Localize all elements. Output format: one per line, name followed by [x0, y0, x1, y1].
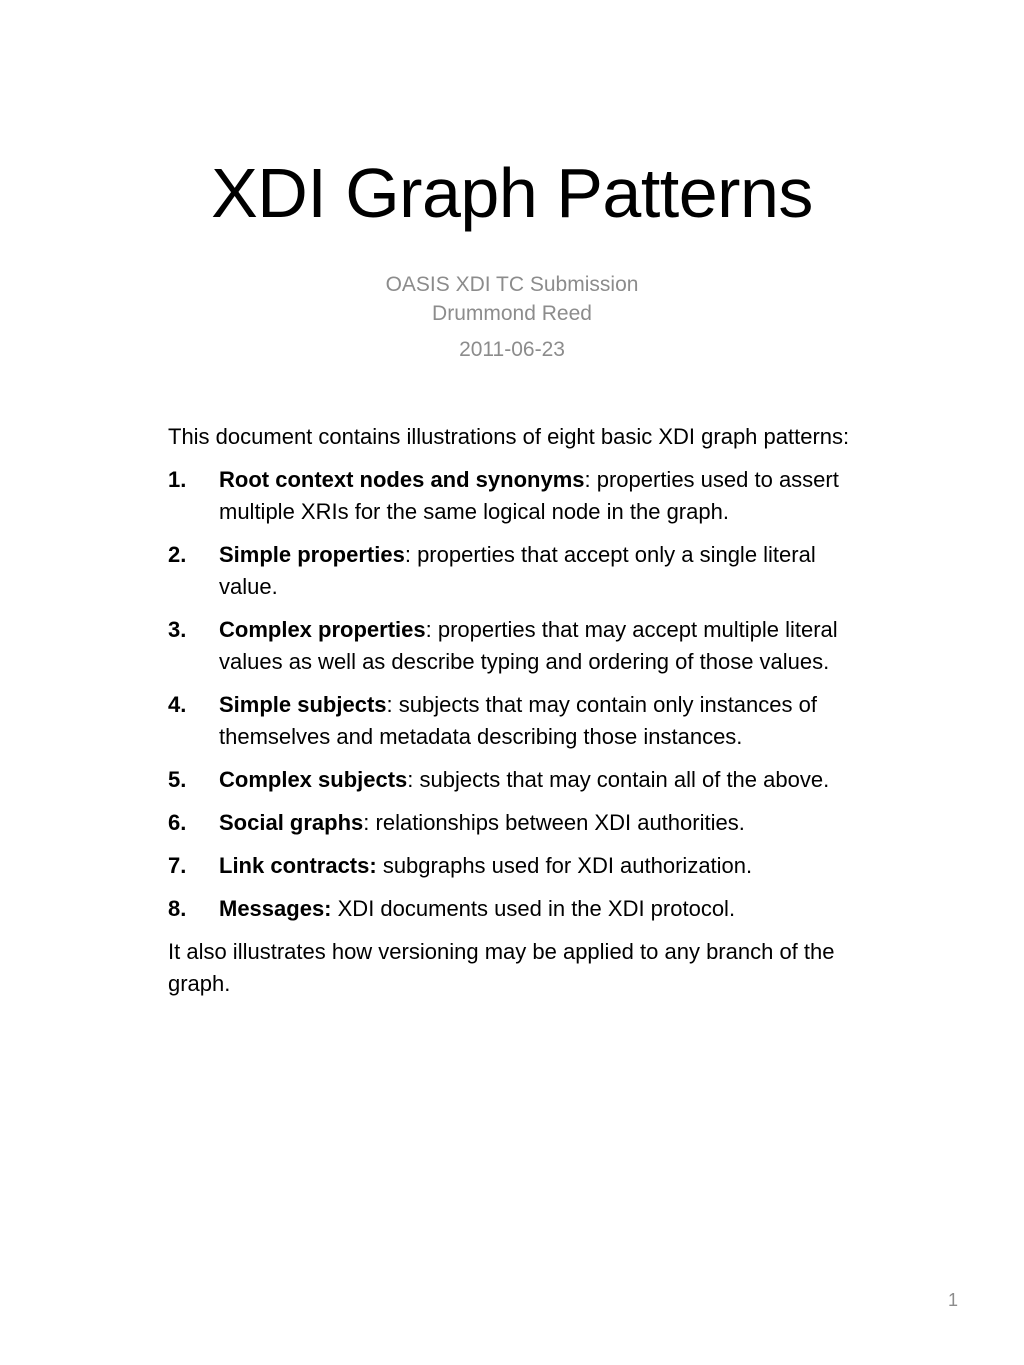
- list-item: [168, 893, 858, 925]
- list-number: 6.: [168, 810, 187, 835]
- document-date: 2011-06-23: [459, 338, 565, 361]
- subtitle-block: [0, 270, 1024, 364]
- list-item-text: [219, 764, 858, 796]
- list-number: 1.: [168, 467, 187, 492]
- list-item: [168, 807, 858, 839]
- list-description: : properties used to assert multiple XRIs for the same logical node in the graph.: [219, 467, 839, 524]
- page-title: XDI Graph Patterns: [211, 154, 813, 232]
- list-item: [168, 689, 858, 753]
- list-description: subgraphs used for XDI authorization.: [376, 853, 753, 878]
- list-item: [168, 539, 858, 603]
- author-name: Drummond Reed: [432, 302, 592, 325]
- list-description: : subjects that may contain only instances of themselves and metadata describing those instances.: [219, 692, 817, 749]
- list-description: XDI documents used in the XDI protocol.: [331, 896, 736, 921]
- list-term: Simple properties: [219, 542, 405, 567]
- list-item-text: [219, 464, 858, 528]
- list-term: Social graphs: [219, 810, 364, 835]
- list-item-text: [219, 807, 858, 839]
- list-item: [168, 850, 858, 882]
- list-number: 3.: [168, 617, 187, 642]
- list-description: : properties that may accept multiple literal values as well as describe typing and ordering of those values.: [219, 617, 838, 674]
- list-item-text: [219, 539, 858, 603]
- list-number: 8.: [168, 896, 187, 921]
- intro-paragraph: This document contains illustrations of eight basic XDI graph patterns:: [168, 424, 850, 449]
- closing-paragraph: It also illustrates how versioning may be applied to any branch of the graph.: [168, 939, 835, 996]
- list-item-text: [219, 689, 858, 753]
- list-number: 4.: [168, 692, 187, 717]
- list-description: : relationships between XDI authorities.: [363, 810, 745, 835]
- list-item: [168, 464, 858, 528]
- list-term: Simple subjects: [219, 692, 387, 717]
- list-number: 5.: [168, 767, 187, 792]
- list-item-text: [219, 893, 858, 925]
- list-term: Root context nodes and synonyms: [219, 467, 585, 492]
- list-item: [168, 764, 858, 796]
- submission-label: OASIS XDI TC Submission: [385, 273, 639, 296]
- pattern-list: [168, 464, 858, 925]
- list-number: 2.: [168, 542, 187, 567]
- list-term: Complex properties: [219, 617, 426, 642]
- list-item-text: [219, 614, 858, 678]
- list-term: Messages:: [219, 896, 332, 921]
- list-number: 7.: [168, 853, 187, 878]
- list-item: [168, 614, 858, 678]
- document-body: [168, 421, 858, 1011]
- page-number: 1: [947, 1290, 958, 1310]
- list-description: : properties that accept only a single literal value.: [219, 542, 816, 599]
- list-description: : subjects that may contain all of the above.: [407, 767, 830, 792]
- list-item-text: [219, 850, 858, 882]
- list-term: Complex subjects: [219, 767, 408, 792]
- list-term: Link contracts:: [219, 853, 377, 878]
